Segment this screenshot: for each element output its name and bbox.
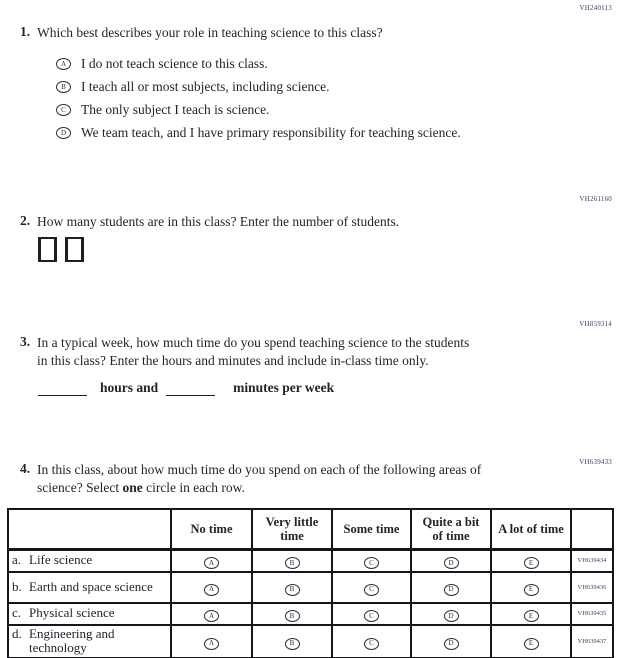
header-code-empty bbox=[571, 509, 613, 549]
table-row-engineering bbox=[8, 625, 613, 658]
cell-engineering-very-little bbox=[252, 625, 332, 658]
option-bubble-b[interactable] bbox=[285, 584, 300, 596]
row-code: VH639435 bbox=[571, 603, 613, 625]
question-2-text: How many students are in this class? Enter the number of students. bbox=[37, 214, 400, 229]
students-count-entry bbox=[38, 237, 88, 267]
table-row-earth-space bbox=[8, 572, 613, 603]
option-bubble-d[interactable] bbox=[444, 557, 459, 569]
question-3-text-line2: in this class? Enter the hours and minutes and include in-class time only. bbox=[37, 352, 429, 368]
time-areas-table bbox=[7, 508, 614, 658]
cell-earth-no-time bbox=[171, 572, 252, 603]
bubble-letter: C bbox=[369, 611, 374, 620]
question-1-text: Which best describes your role in teaching science to this class? bbox=[37, 25, 383, 40]
question-3-text-line1: In a typical week, how much time do you spend teaching science to the students bbox=[37, 335, 470, 350]
cell-life-some-time bbox=[332, 549, 411, 572]
row-label: Life science bbox=[29, 552, 93, 568]
option-bubble-e[interactable] bbox=[524, 584, 539, 596]
q1-option-b-label: I teach all or most subjects, including science. bbox=[81, 79, 330, 94]
row-label-cell bbox=[8, 572, 171, 603]
bubble-letter: A bbox=[208, 639, 215, 648]
bubble-letter: D bbox=[448, 611, 454, 620]
option-bubble-e[interactable] bbox=[524, 610, 539, 622]
option-bubble-a[interactable] bbox=[204, 610, 219, 622]
row-prefix: b. bbox=[12, 578, 22, 594]
cell-physical-some-time bbox=[332, 603, 411, 625]
question-2-number: 2. bbox=[20, 213, 31, 228]
bubble-letter: E bbox=[528, 585, 534, 593]
bubble-letter: C bbox=[61, 105, 66, 114]
hours-minutes-entry bbox=[38, 380, 334, 396]
table-header-row bbox=[8, 509, 613, 549]
question-4-number: 4. bbox=[20, 461, 31, 476]
question-4-text-line2 bbox=[37, 479, 481, 497]
option-bubble-a[interactable] bbox=[204, 638, 219, 650]
question-3-number: 3. bbox=[20, 334, 31, 349]
minutes-blank[interactable] bbox=[166, 381, 215, 396]
row-code: VH639436 bbox=[571, 572, 613, 603]
row-label-cell bbox=[8, 625, 171, 658]
option-bubble-b[interactable] bbox=[285, 610, 300, 622]
cell-life-no-time bbox=[171, 549, 252, 572]
q1-option-d[interactable] bbox=[56, 125, 461, 141]
bubble-letter: D bbox=[448, 585, 454, 593]
bubble-letter: B bbox=[289, 611, 295, 620]
question-4 bbox=[20, 461, 481, 497]
question-1-code: VH240113 bbox=[579, 4, 612, 12]
option-bubble-c[interactable] bbox=[56, 104, 71, 116]
option-bubble-c[interactable] bbox=[364, 638, 379, 650]
option-bubble-d[interactable] bbox=[444, 610, 459, 622]
option-bubble-b[interactable] bbox=[285, 638, 300, 650]
row-label-cell bbox=[8, 603, 171, 625]
bubble-letter: C bbox=[369, 558, 374, 567]
option-bubble-a[interactable] bbox=[204, 584, 219, 596]
row-label: Physical science bbox=[29, 605, 115, 621]
bubble-letter: C bbox=[369, 585, 374, 593]
q1-option-c[interactable] bbox=[56, 102, 270, 118]
option-bubble-e[interactable] bbox=[524, 638, 539, 650]
bubble-letter: A bbox=[208, 585, 215, 593]
option-bubble-d[interactable] bbox=[444, 584, 459, 596]
students-digit-box-2[interactable] bbox=[65, 237, 84, 262]
question-2 bbox=[20, 213, 399, 231]
cell-engineering-quite-a-bit bbox=[411, 625, 491, 658]
q4-line2-post: circle in each row. bbox=[142, 479, 245, 495]
option-bubble-c[interactable] bbox=[364, 584, 379, 596]
cell-earth-some-time bbox=[332, 572, 411, 603]
hours-blank[interactable] bbox=[38, 381, 87, 396]
cell-physical-very-little bbox=[252, 603, 332, 625]
q1-option-b[interactable] bbox=[56, 79, 330, 95]
question-1 bbox=[20, 24, 383, 42]
q1-option-d-label: We team teach, and I have primary responsibility for teaching science. bbox=[81, 125, 461, 140]
cell-engineering-some-time bbox=[332, 625, 411, 658]
question-1-number: 1. bbox=[20, 24, 31, 39]
question-3 bbox=[20, 334, 469, 370]
cell-earth-quite-a-bit bbox=[411, 572, 491, 603]
question-4-text bbox=[37, 461, 481, 497]
row-label-cell bbox=[8, 549, 171, 572]
question-4-text-line1: In this class, about how much time do you spend on each of the following areas of bbox=[37, 462, 482, 477]
bubble-letter: C bbox=[369, 639, 374, 648]
option-bubble-c[interactable] bbox=[364, 557, 379, 569]
header-no-time: No time bbox=[171, 509, 252, 549]
question-3-code: VH859314 bbox=[579, 320, 612, 328]
header-quite-a-bit: Quite a bit of time bbox=[411, 509, 491, 549]
header-very-little-time: Very little time bbox=[252, 509, 332, 549]
bubble-letter: E bbox=[528, 558, 534, 567]
option-bubble-a[interactable] bbox=[56, 58, 71, 70]
students-digit-box-1[interactable] bbox=[38, 237, 57, 262]
bubble-letter: E bbox=[528, 611, 534, 620]
header-some-time: Some time bbox=[332, 509, 411, 549]
option-bubble-e[interactable] bbox=[524, 557, 539, 569]
table-row-life-science bbox=[8, 549, 613, 572]
cell-life-very-little bbox=[252, 549, 332, 572]
bubble-letter: D bbox=[60, 128, 67, 137]
header-empty bbox=[8, 509, 171, 549]
q1-option-c-label: The only subject I teach is science. bbox=[81, 102, 270, 117]
row-prefix: a. bbox=[12, 552, 22, 568]
bubble-letter: B bbox=[289, 639, 295, 648]
bubble-letter: A bbox=[208, 558, 215, 567]
cell-life-a-lot bbox=[491, 549, 571, 572]
cell-physical-a-lot bbox=[491, 603, 571, 625]
bubble-letter: B bbox=[61, 82, 66, 91]
question-2-code: VH261160 bbox=[579, 195, 612, 203]
option-bubble-c[interactable] bbox=[364, 610, 379, 622]
row-prefix: d. bbox=[12, 625, 22, 641]
question-4-code: VH639433 bbox=[579, 458, 612, 466]
cell-engineering-no-time bbox=[171, 625, 252, 658]
option-bubble-d[interactable] bbox=[56, 127, 71, 139]
bubble-letter: A bbox=[208, 611, 215, 620]
bubble-letter: D bbox=[448, 639, 454, 648]
row-prefix: c. bbox=[12, 605, 22, 621]
bubble-letter: D bbox=[448, 558, 454, 567]
cell-physical-no-time bbox=[171, 603, 252, 625]
header-a-lot: A lot of time bbox=[491, 509, 571, 549]
cell-physical-quite-a-bit bbox=[411, 603, 491, 625]
bubble-letter: E bbox=[528, 639, 534, 648]
bubble-letter: A bbox=[60, 59, 67, 68]
question-3-text bbox=[37, 334, 469, 370]
table-row-physical-science bbox=[8, 603, 613, 625]
q4-line2-bold: one bbox=[122, 479, 143, 495]
bubble-letter: B bbox=[289, 558, 295, 567]
row-label: Engineering and technology bbox=[29, 625, 115, 656]
row-label: Earth and space science bbox=[29, 578, 153, 594]
cell-earth-very-little bbox=[252, 572, 332, 603]
cell-earth-a-lot bbox=[491, 572, 571, 603]
option-bubble-b[interactable] bbox=[285, 557, 300, 569]
q4-line2-pre: science? Select bbox=[37, 479, 123, 495]
minutes-label: minutes per week bbox=[233, 380, 335, 395]
option-bubble-a[interactable] bbox=[204, 557, 219, 569]
cell-engineering-a-lot bbox=[491, 625, 571, 658]
option-bubble-d[interactable] bbox=[444, 638, 459, 650]
hours-label: hours and bbox=[100, 380, 159, 395]
q1-option-a[interactable] bbox=[56, 56, 268, 72]
option-bubble-b[interactable] bbox=[56, 81, 71, 93]
q1-option-a-label: I do not teach science to this class. bbox=[81, 56, 268, 71]
row-code: VH639437 bbox=[571, 625, 613, 658]
bubble-letter: B bbox=[289, 585, 295, 593]
cell-life-quite-a-bit bbox=[411, 549, 491, 572]
row-code: VH639434 bbox=[571, 549, 613, 572]
